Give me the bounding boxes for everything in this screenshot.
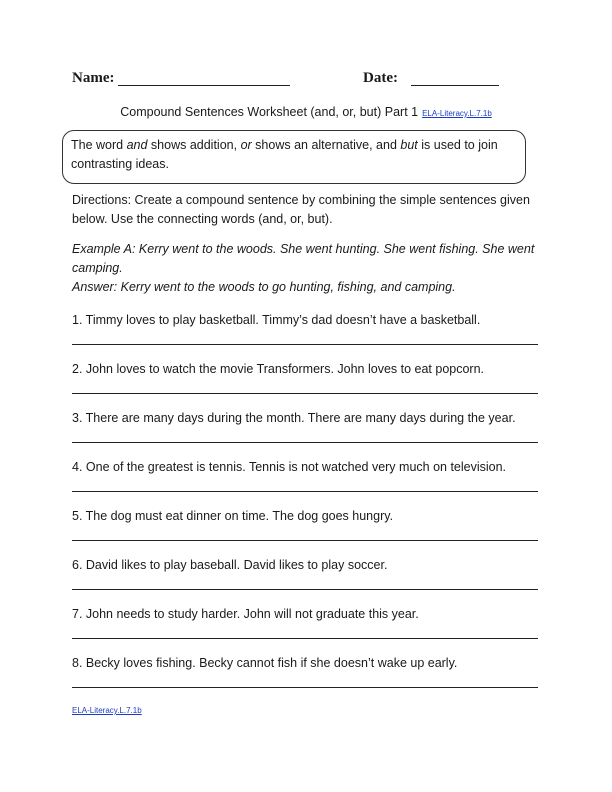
question-2: 2. John loves to watch the movie Transformers. John loves to eat popcorn. (72, 362, 485, 376)
question-6: 6. David likes to play baseball. David likes to play soccer. (72, 558, 388, 572)
worksheet-title (0, 105, 612, 119)
question-1: 1. Timmy loves to play basketball. Timmy’s dad doesn’t have a basketball. (72, 313, 481, 327)
question-3: 3. There are many days during the month. There are many days during the year. (72, 411, 516, 425)
directions-text: Directions: Create a compound sentence by combining the simple sentences given below. Use the connecting words (and, or, but). (72, 193, 530, 226)
intro-text-2: shows addition, (147, 138, 241, 152)
intro-word-and: and (126, 138, 148, 152)
intro-text-4: is used to join contrasting ideas. (71, 138, 498, 171)
answer-line-2[interactable] (72, 393, 538, 394)
question-8: 8. Becky loves fishing. Becky cannot fish if she doesn’t wake up early. (72, 656, 458, 670)
answer-line-4[interactable] (72, 491, 538, 492)
answer-line-1[interactable] (72, 344, 538, 345)
answer-line-7[interactable] (72, 638, 538, 639)
intro-word-or: or (240, 138, 252, 152)
example-sentence: Example A: Kerry went to the woods. She went hunting. She went fishing. She went camping. (72, 242, 535, 275)
question-5: 5. The dog must eat dinner on time. The dog goes hungry. (72, 509, 394, 523)
intro-text-3: shows an alternative, and (251, 138, 401, 152)
name-label: Name: (72, 70, 115, 86)
standard-link[interactable]: ELA-Literacy.L.7.1b (422, 109, 492, 118)
name-field-line[interactable] (118, 85, 290, 86)
example-answer: Answer: Kerry went to the woods to go hunting, fishing, and camping. (72, 280, 456, 294)
example-block (72, 240, 542, 297)
header-row (72, 70, 542, 92)
title-text: Compound Sentences Worksheet (and, or, but) Part 1 (120, 105, 419, 119)
answer-line-8[interactable] (72, 687, 538, 688)
intro-word-but: but (400, 138, 418, 152)
question-4: 4. One of the greatest is tennis. Tennis is not watched very much on television. (72, 460, 507, 474)
answer-line-6[interactable] (72, 589, 538, 590)
date-label: Date: (363, 70, 398, 86)
intro-text-1: The word (71, 138, 127, 152)
intro-box (62, 130, 526, 184)
date-field-line[interactable] (411, 85, 499, 86)
answer-line-3[interactable] (72, 442, 538, 443)
footer-standard-link[interactable]: ELA-Literacy.L.7.1b (72, 706, 142, 715)
question-7: 7. John needs to study harder. John will not graduate this year. (72, 607, 419, 621)
answer-line-5[interactable] (72, 540, 538, 541)
